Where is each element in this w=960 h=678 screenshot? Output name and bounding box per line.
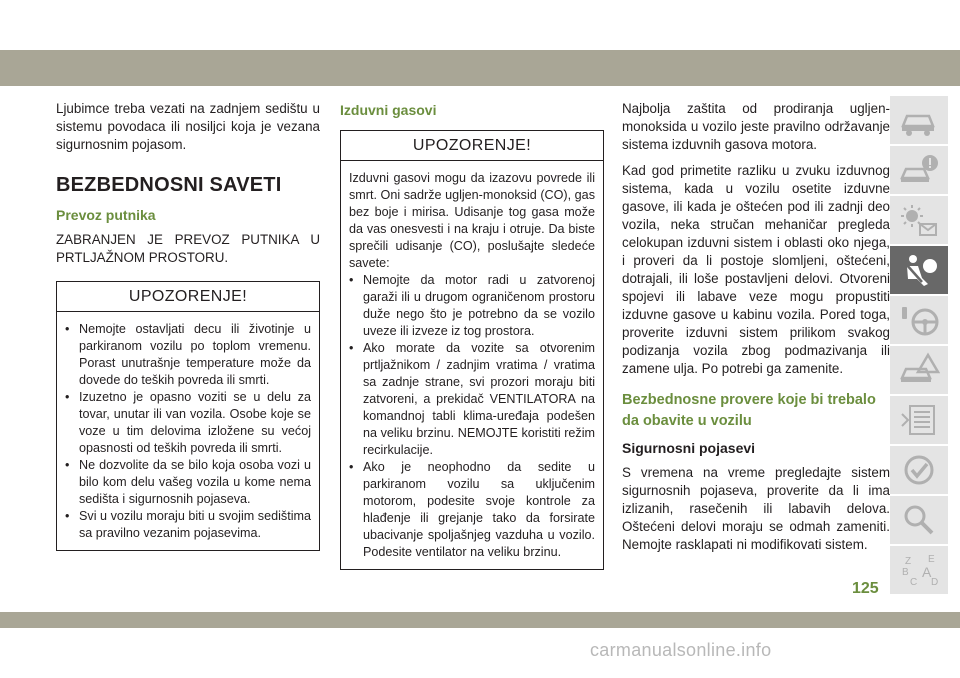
warning-box — [56, 281, 320, 551]
index-letter: E — [928, 554, 935, 565]
paragraph: Kad god primetite razliku u zvuku izduvnog sistema, kada u vozilu osetite izduvne gasove, ili kada je oštećen pod ili zadnji deo vozila, neka stručan mehaničar pregleda celokupan izduvni sistem i oblasti oko njega, i proveri da li postoje slomljeni, oštećeni, dotrajali, ili loše postavljeni delovi. Otvoreni spojevi ili labave veze mogu propustiti izduvne gasove u kabinu vozila. Pored toga, proverite izduvni sistem prilikom svakog podizanja vozila zbog podmazivanja ili zamene ulja. Po potrebi ga zamenite. — [622, 163, 890, 376]
emergency-icon — [898, 352, 940, 388]
tab-starting[interactable] — [890, 196, 948, 246]
warning-item: • Ako je neophodno da sedite u parkiranom vozilu sa uključenim motorom, podesite svoje kontrole za hlađenje ili grejanje tako da forsirate ubacivanje spoljašnjeg vazduha u vozilo. Podesite ventilator na veliku brzinu. — [349, 459, 595, 561]
tab-steering[interactable] — [890, 296, 948, 346]
warning-lights-icon — [898, 152, 940, 188]
column-middle — [340, 100, 604, 570]
tab-index[interactable] — [890, 546, 948, 596]
warning-box — [340, 130, 604, 570]
warning-text: Izduvni gasovi mogu da izazovu povrede ili smrt. Oni sadrže ugljen-monoksid (CO), gas bez boje i mirisa. Udisanje tog gasa može da vas onesvesti i na kraju i otruje. Da biste sprečili udisanje (CO), poslušajte sledeće savete: — [349, 171, 595, 270]
index-letter: Z — [905, 556, 912, 567]
paragraph: Najbolja zaštita od prodiranja ugljen-monoksida u vozilo jeste pravilno održavanje sistema izduvnih gasova motora. — [622, 101, 890, 152]
safety-icon — [898, 252, 940, 288]
subsection-heading: Izduvni gasovi — [340, 102, 437, 118]
subsection-heading: Bezbednosne provere koje bi trebalo da obavite u vozilu — [622, 392, 876, 429]
footer-bar — [0, 612, 960, 628]
page-number: 125 — [852, 580, 879, 597]
watermark: carmanualsonline.info — [590, 640, 772, 660]
tab-warning-lights[interactable] — [890, 146, 948, 196]
tab-emergency[interactable] — [890, 346, 948, 396]
header-bar — [0, 50, 960, 86]
warning-title: UPOZORENJE! — [341, 131, 603, 161]
column-left — [56, 100, 320, 551]
intro-paragraph: Ljubimce treba vezati na zadnjem sedištu u sistemu povodaca ili nosiljci koja je vezana sigurnosnim pojasom. — [56, 101, 320, 152]
section-heading: BEZBEDNOSNI SAVETI — [56, 174, 282, 196]
index-letter: B — [902, 567, 909, 578]
index-letter: C — [910, 577, 918, 588]
warning-item: • Izuzetno je opasno voziti se u delu za tovar, unutar ili van vozila. Osobe koje se voze u tim delovima izložene su većoj opasnosti od teških povreda ili smrti. — [65, 389, 311, 457]
warning-item: • Svi u vozilu moraju biti u svojim sedištima sa pravilno vezanim pojasevima. — [65, 508, 311, 542]
subsection-heading: Prevoz putnika — [56, 207, 156, 223]
warning-item: • Ako morate da vozite sa otvorenim prtljažnikom / zadnjim vratima / vratima sa zadnje strane, svi prozori moraju biti zatvoreni, a prekidač VENTILATORA na komandnoj tabli klima-uređaja podešen na veliku brzinu. NEMOJTE koristiti režim recirkulacije. — [349, 340, 595, 459]
warning-title: UPOZORENJE! — [57, 282, 319, 312]
tab-safety[interactable] — [890, 246, 948, 296]
specifications-icon — [898, 452, 940, 488]
warning-item: • Ne dozvolite da se bilo koja osoba vozi u bilo kom delu vašeg vozila u kome nema sedišta i sigurnosnih pojaseva. — [65, 457, 311, 508]
warning-list — [349, 272, 595, 561]
warning-list — [65, 321, 311, 542]
chapter-sidebar — [890, 96, 948, 596]
column-right — [622, 100, 890, 554]
steering-icon — [898, 302, 940, 338]
index-letter: A — [922, 564, 932, 580]
paragraph: S vremena na vreme pregledajte sistem sigurnosnih pojaseva, proverite da li ima izlizanih, rasečenih ili labavih delova. Oštećeni delovi moraju se odmah zameniti. Nemojte rasklapati ni modifikovati sistem. — [622, 465, 890, 552]
warning-item: • Nemojte da motor radi u zatvorenoj garaži ili u drugom ograničenom prostoru duže nego što je potrebno da se vozilo uveze ili izveze iz tog prostora. — [349, 272, 595, 340]
index-letter: D — [931, 577, 939, 588]
tab-search[interactable] — [890, 496, 948, 546]
caps-paragraph: ZABRANJEN JE PREVOZ PUTNIKA U PRTLJAŽNOM PROSTORU. — [56, 232, 320, 265]
car-info-icon — [898, 102, 940, 138]
maintenance-icon — [898, 402, 940, 438]
tab-maintenance[interactable] — [890, 396, 948, 446]
subsubsection-heading: Sigurnosni pojasevi — [622, 440, 756, 456]
tab-car-info[interactable] — [890, 96, 948, 146]
search-icon — [898, 502, 940, 538]
starting-icon — [898, 202, 940, 238]
index-icon — [898, 552, 940, 588]
tab-specifications[interactable] — [890, 446, 948, 496]
warning-item: • Nemojte ostavljati decu ili životinje u parkiranom vozilu po toplom vremenu. Porast unutrašnje temperature može da dovede do teških povreda ili smrti. — [65, 321, 311, 389]
